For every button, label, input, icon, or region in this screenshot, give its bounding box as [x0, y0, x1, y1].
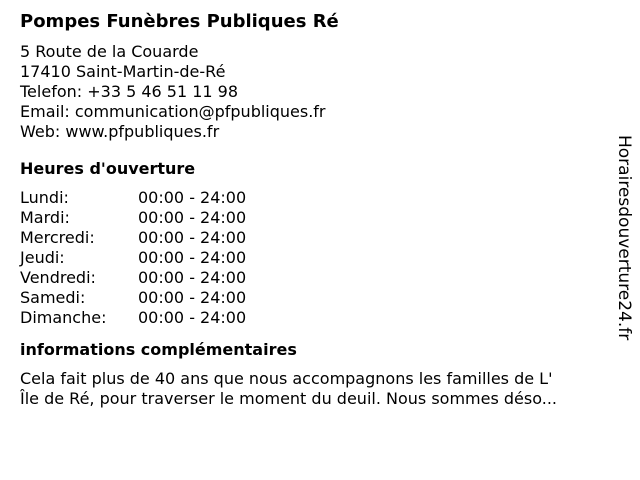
day-label: Vendredi:	[20, 268, 96, 287]
hours-row-wednesday	[20, 228, 610, 248]
opening-hours-heading: Heures d'ouverture	[20, 159, 196, 178]
address-city: 17410 Saint-Martin-de-Ré	[20, 62, 226, 81]
time-range: 00:00 - 24:00	[138, 248, 247, 267]
phone-number: Telefon: +33 5 46 51 11 98	[20, 82, 239, 101]
day-label: Dimanche:	[20, 308, 107, 327]
hours-row-sunday	[20, 308, 610, 328]
day-label: Lundi:	[20, 188, 69, 207]
website-address: Web: www.pfpubliques.fr	[20, 122, 220, 141]
site-brand-vertical: Horairesdouverture24.fr	[614, 135, 634, 341]
hours-row-saturday	[20, 288, 610, 308]
opening-hours-list	[20, 188, 610, 328]
hours-row-monday	[20, 188, 610, 208]
time-range: 00:00 - 24:00	[138, 268, 247, 287]
hours-row-friday	[20, 268, 610, 288]
time-range: 00:00 - 24:00	[138, 308, 247, 327]
address-street: 5 Route de la Couarde	[20, 42, 199, 61]
time-range: 00:00 - 24:00	[138, 208, 247, 227]
business-card	[20, 10, 610, 409]
info-line: Cela fait plus de 40 ans que nous accompagnons les familles de L'	[20, 369, 553, 388]
contact-block	[20, 42, 610, 142]
hours-row-tuesday	[20, 208, 610, 228]
day-label: Jeudi:	[20, 248, 65, 267]
day-label: Samedi:	[20, 288, 86, 307]
additional-info-heading: informations complémentaires	[20, 340, 297, 359]
additional-info-text	[20, 369, 620, 409]
time-range: 00:00 - 24:00	[138, 228, 247, 247]
hours-row-thursday	[20, 248, 610, 268]
info-line: Île de Ré, pour traverser le moment du deuil. Nous sommes déso...	[20, 389, 557, 408]
email-address: Email: communication@pfpubliques.fr	[20, 102, 326, 121]
day-label: Mercredi:	[20, 228, 95, 247]
business-name: Pompes Funèbres Publiques Ré	[20, 11, 339, 32]
day-label: Mardi:	[20, 208, 70, 227]
time-range: 00:00 - 24:00	[138, 288, 247, 307]
time-range: 00:00 - 24:00	[138, 188, 247, 207]
